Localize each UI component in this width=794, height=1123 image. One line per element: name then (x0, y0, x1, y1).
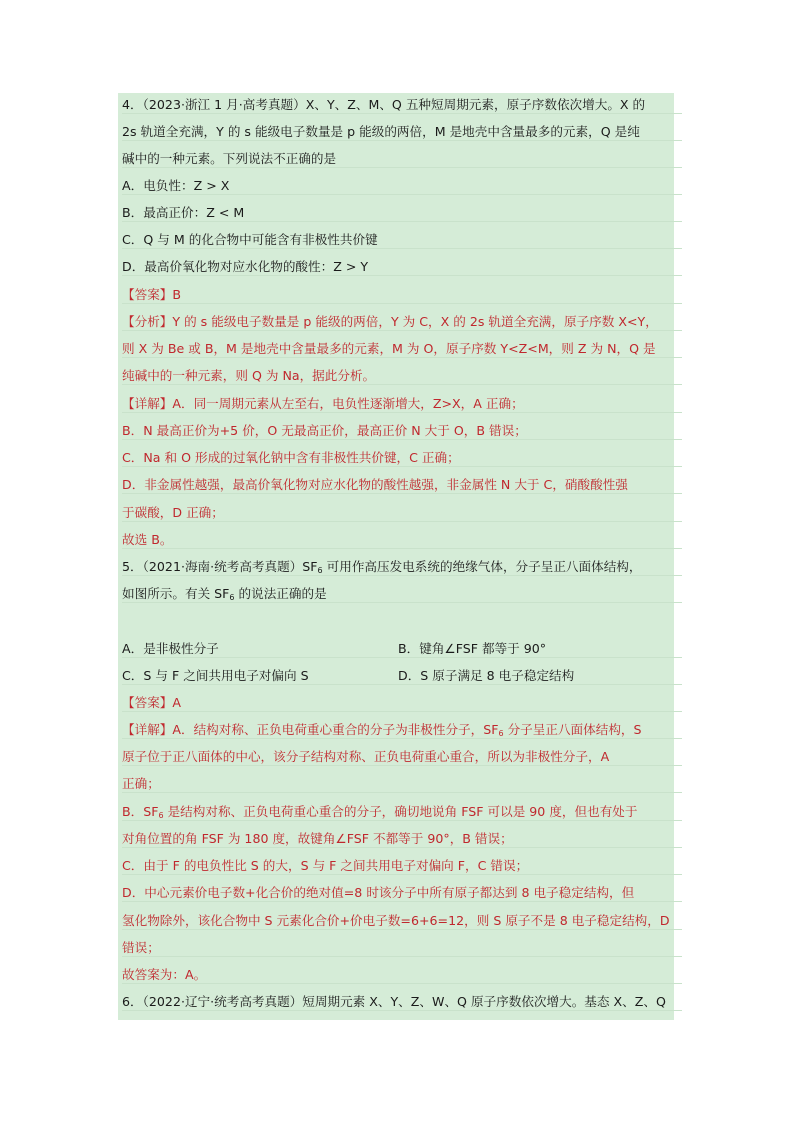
q5-detail-line-8: 氢化物除外，该化合物中 S 元素化合价+价电子数=6+6=12，则 S 原子不是 8 电子稳定结构，D (122, 913, 682, 930)
q4-conclusion: 故选 B。 (122, 532, 682, 549)
q4-stem-line-2: 2s 轨道全充满，Y 的 s 能级电子数量是 p 能级的两倍，M 是地壳中含量最多的元素，Q 是纯 (122, 124, 682, 141)
answer-tag: 【答案】 (122, 287, 173, 302)
answer-tag: 【答案】 (122, 695, 173, 710)
q5-options-row-1 (122, 641, 682, 658)
q5-detail-line-7: D．中心元素价电子数+化合价的绝对值=8 时该分子中所有原子都达到 8 电子稳定结构，但 (122, 885, 682, 902)
detail-text-a: A．结构对称、正负电荷重心重合的分子为非极性分子，SF (172, 722, 499, 737)
detail-text: A．同一周期元素从左至右，电负性逐渐增大，Z>X，A 正确； (172, 396, 524, 411)
q4-option-d: D．最高价氧化物对应水化物的酸性：Z > Y (122, 259, 682, 276)
q4-option-b: B．最高正价：Z < M (122, 205, 682, 222)
q5-conclusion: 故答案为：A。 (122, 967, 682, 984)
detail-text-a: B．SF (122, 804, 159, 819)
subscript: 6 (498, 729, 504, 738)
q4-detail-line-2: B．N 最高正价为+5 价，O 无最高正价，最高正价 N 大于 O，B 错误； (122, 423, 682, 440)
q4-stem-line-3: 碱中的一种元素。下列说法不正确的是 (122, 151, 682, 168)
q4-option-c: C．Q 与 M 的化合物中可能含有非极性共价键 (122, 232, 682, 249)
analysis-tag: 【分析】 (122, 314, 173, 329)
q4-detail-line-3: C．Na 和 O 形成的过氧化钠中含有非极性共价键，C 正确； (122, 450, 682, 467)
q5-stem-text-a: 5．（2021·海南·统考高考真题）SF (122, 559, 318, 574)
q5-option-b: B．键角∠FSF 都等于 90° (398, 641, 547, 656)
q5-option-a: A．是非极性分子 (122, 641, 219, 656)
answer-value: A (172, 695, 181, 710)
q4-detail-line-1 (122, 396, 682, 413)
q4-analysis-line-3: 纯碱中的一种元素，则 Q 为 Na，据此分析。 (122, 368, 682, 385)
q5-stem-text-c: 如图所示。有关 SF (122, 586, 230, 601)
q5-detail-line-9: 错误； (122, 940, 682, 957)
q4-answer (122, 287, 682, 304)
detail-text-b: 是结构对称、正负电荷重心重合的分子，确切地说角 FSF 可以是 90 度，但也有处于 (163, 804, 638, 819)
q5-stem-text-b: 可用作高压发电系统的绝缘气体，分子呈正八面体结构， (322, 559, 642, 574)
q4-analysis-line-1 (122, 314, 682, 331)
q4-detail-line-5: 于碳酸，D 正确； (122, 505, 682, 522)
q4-analysis-line-2: 则 X 为 Be 或 B，M 是地壳中含量最多的元素，M 为 O，原子序数 Y<Z<M，则 Z 为 N，Q 是 (122, 341, 682, 358)
detail-tag: 【详解】 (122, 396, 173, 411)
q5-detail-line-5: 对角位置的角 FSF 为 180 度，故键角∠FSF 不都等于 90°，B 错误； (122, 831, 682, 848)
subscript: 6 (158, 811, 164, 820)
answer-value: B (172, 287, 182, 302)
q4-detail-line-4: D．非金属性越强，最高价氧化物对应水化物的酸性越强，非金属性 N 大于 C，硝酸酸性强 (122, 477, 682, 494)
q5-stem-line-2 (122, 586, 682, 603)
q5-options-row-2 (122, 668, 682, 685)
q5-detail-line-4 (122, 804, 682, 821)
q4-option-a: A．电负性：Z > X (122, 178, 682, 195)
q5-stem-text-d: 的说法正确的是 (234, 586, 327, 601)
q5-answer (122, 695, 682, 712)
q5-detail-line-3: 正确； (122, 776, 682, 793)
subscript: 6 (229, 593, 235, 602)
detail-text-b: 分子呈正八面体结构，S (503, 722, 642, 737)
q5-detail-line-1 (122, 722, 682, 739)
subscript: 6 (317, 566, 323, 575)
q5-option-d: D．S 原子满足 8 电子稳定结构 (398, 668, 575, 683)
q4-stem-line-1: 4．（2023·浙江 1 月·高考真题）X、Y、Z、M、Q 五种短周期元素，原子序数依次增大。X 的 (122, 97, 682, 114)
q6-stem-line-1: 6．（2022·辽宁·统考高考真题）短周期元素 X、Y、Z、W、Q 原子序数依次增大。基态 X、Z、Q (122, 994, 682, 1011)
analysis-text: Y 的 s 能级电子数量是 p 能级的两倍，Y 为 C，X 的 2s 轨道全充满，原子序数 X<Y， (172, 314, 658, 329)
q5-stem-line-1 (122, 559, 682, 576)
q5-detail-line-6: C．由于 F 的电负性比 S 的大，S 与 F 之间共用电子对偏向 F，C 错误； (122, 858, 682, 875)
detail-tag: 【详解】 (122, 722, 173, 737)
q5-option-c: C．S 与 F 之间共用电子对偏向 S (122, 668, 309, 683)
q5-detail-line-2: 原子位于正八面体的中心，该分子结构对称、正负电荷重心重合，所以为非极性分子，A (122, 749, 682, 766)
